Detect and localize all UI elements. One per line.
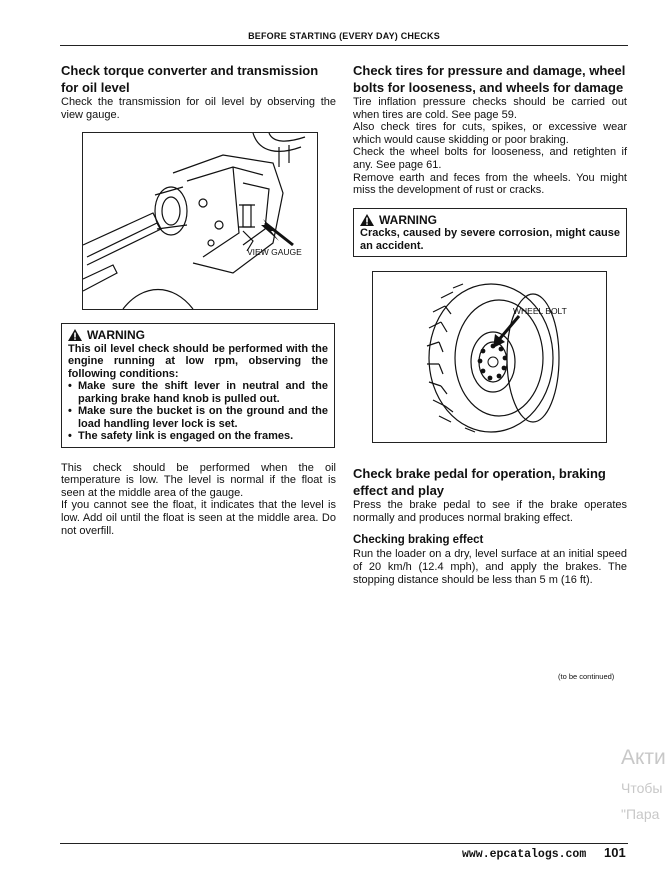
brake-paragraph: Press the brake pedal to see if the brake operates normally and produces normal braking effect. [353, 499, 627, 524]
wheel-bolt-callout: WHEEL BOLT [513, 306, 567, 317]
oil-level-intro: Check the transmission for oil level by observing the view gauge. [61, 96, 336, 121]
watermark-line-2: Чтобы [621, 780, 663, 796]
section-heading-brake: Check brake pedal for operation, braking effect and play [353, 466, 606, 499]
oil-level-paragraph-1: This check should be performed when the oil temperature is low. The level is normal if the float is seen at the middle area of the gauge. [61, 461, 336, 499]
warning-triangle-icon [360, 214, 374, 226]
oil-level-paragraph-2: If you cannot see the float, it indicates that the level is low. Add oil until the float is seen at the middle area. Do not overfill. [61, 499, 336, 537]
section-heading-tires: Check tires for pressure and damage, wheel bolts for looseness, and wheels for damage [353, 63, 626, 95]
right-column [353, 62, 627, 586]
tire-paragraph-2: Also check tires for cuts, spikes, or excessive wear which would cause skidding or poor braking. [353, 121, 627, 146]
warning-condition-item: • The safety link is engaged on the frames. [68, 430, 328, 443]
warning-triangle-icon [68, 329, 82, 341]
braking-effect-paragraph: Run the loader on a dry, level surface at an initial speed of 20 km/h (12.4 mph), and apply the brakes. The stopping distance should be less than 5 m (16 ft). [353, 548, 627, 586]
oil-check-warning-box [61, 323, 335, 448]
continued-note: (to be continued) [558, 672, 615, 681]
header-rule [60, 45, 628, 46]
warning-text: Cracks, caused by severe corrosion, might cause an accident. [360, 227, 620, 252]
subheading-braking-effect: Checking braking effect [353, 534, 484, 547]
footer-rule [60, 843, 628, 844]
warning-title-row [360, 214, 620, 227]
warning-title: WARNING [379, 212, 437, 227]
left-column [61, 62, 336, 537]
wheel-bolt-figure [372, 271, 607, 443]
view-gauge-figure [82, 132, 318, 310]
tire-paragraph-1: Tire inflation pressure checks should be carried out when tires are cold. See page 59. [353, 96, 627, 121]
section-heading-oil-level: Check torque converter and transmission for oil level [61, 63, 319, 95]
warning-condition-item: • Make sure the bucket is on the ground and the load handling lever lock is set. [68, 405, 328, 430]
tire-paragraph-3: Check the wheel bolts for looseness, and retighten if any. See page 61. [353, 146, 627, 171]
footer-site-url: www.epcatalogs.com [462, 848, 587, 861]
tire-illustration [373, 272, 606, 442]
tire-warning-box [353, 208, 627, 258]
watermark-line-1: Акти [621, 746, 666, 769]
warning-title: WARNING [87, 328, 145, 343]
tire-paragraph-4: Remove earth and feces from the wheels. You might miss the development of rust or cracks. [353, 171, 627, 197]
warning-title-row [68, 329, 328, 342]
watermark-line-3: "Пара [621, 806, 660, 822]
warning-condition-item: • Make sure the shift lever in neutral and the parking brake hand knob is pulled out. [68, 380, 328, 405]
page-number: 101 [604, 845, 626, 860]
transmission-illustration [83, 133, 317, 309]
page-header: BEFORE STARTING (EVERY DAY) CHECKS [248, 31, 440, 41]
warning-conditions-list [68, 380, 328, 443]
warning-lead: This oil level check should be performed with the engine running at low rpm, observing the following conditions: [68, 342, 328, 380]
view-gauge-callout: VIEW GAUGE [247, 247, 302, 258]
